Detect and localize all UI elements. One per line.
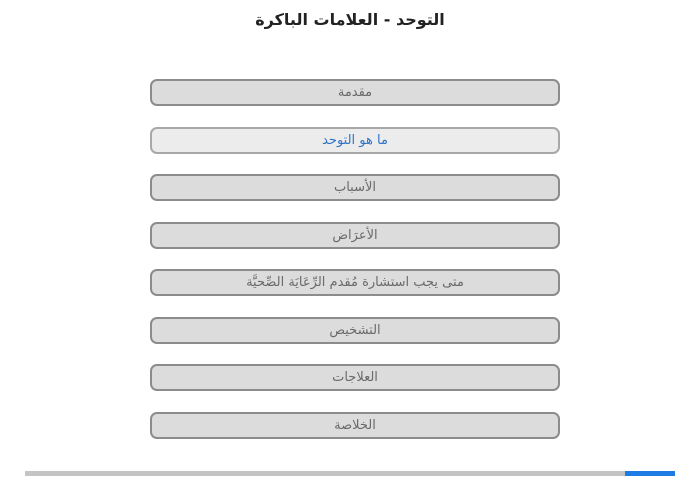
page-title: التوحد - العلامات الباكرة [255, 10, 445, 29]
progress-bar [25, 471, 675, 476]
menu-item-introduction[interactable]: مقدمة [150, 79, 560, 106]
menu-item-conclusion[interactable]: الخلاصة [150, 412, 560, 439]
menu-item-causes[interactable]: الأسباب [150, 174, 560, 201]
menu-item-symptoms[interactable]: الأعرَاض [150, 222, 560, 249]
progress-bar-fill [625, 471, 675, 476]
chapter-menu [150, 79, 560, 459]
menu-item-treatments[interactable]: العلاجات [150, 364, 560, 391]
menu-item-diagnosis[interactable]: التشخيص [150, 317, 560, 344]
menu-item-what-is-autism[interactable]: ما هو التوحد [150, 127, 560, 154]
menu-item-when-to-consult[interactable]: متى يجب استشارة مُقدم الرِّعَايَة الصِّحيَّة [150, 269, 560, 296]
